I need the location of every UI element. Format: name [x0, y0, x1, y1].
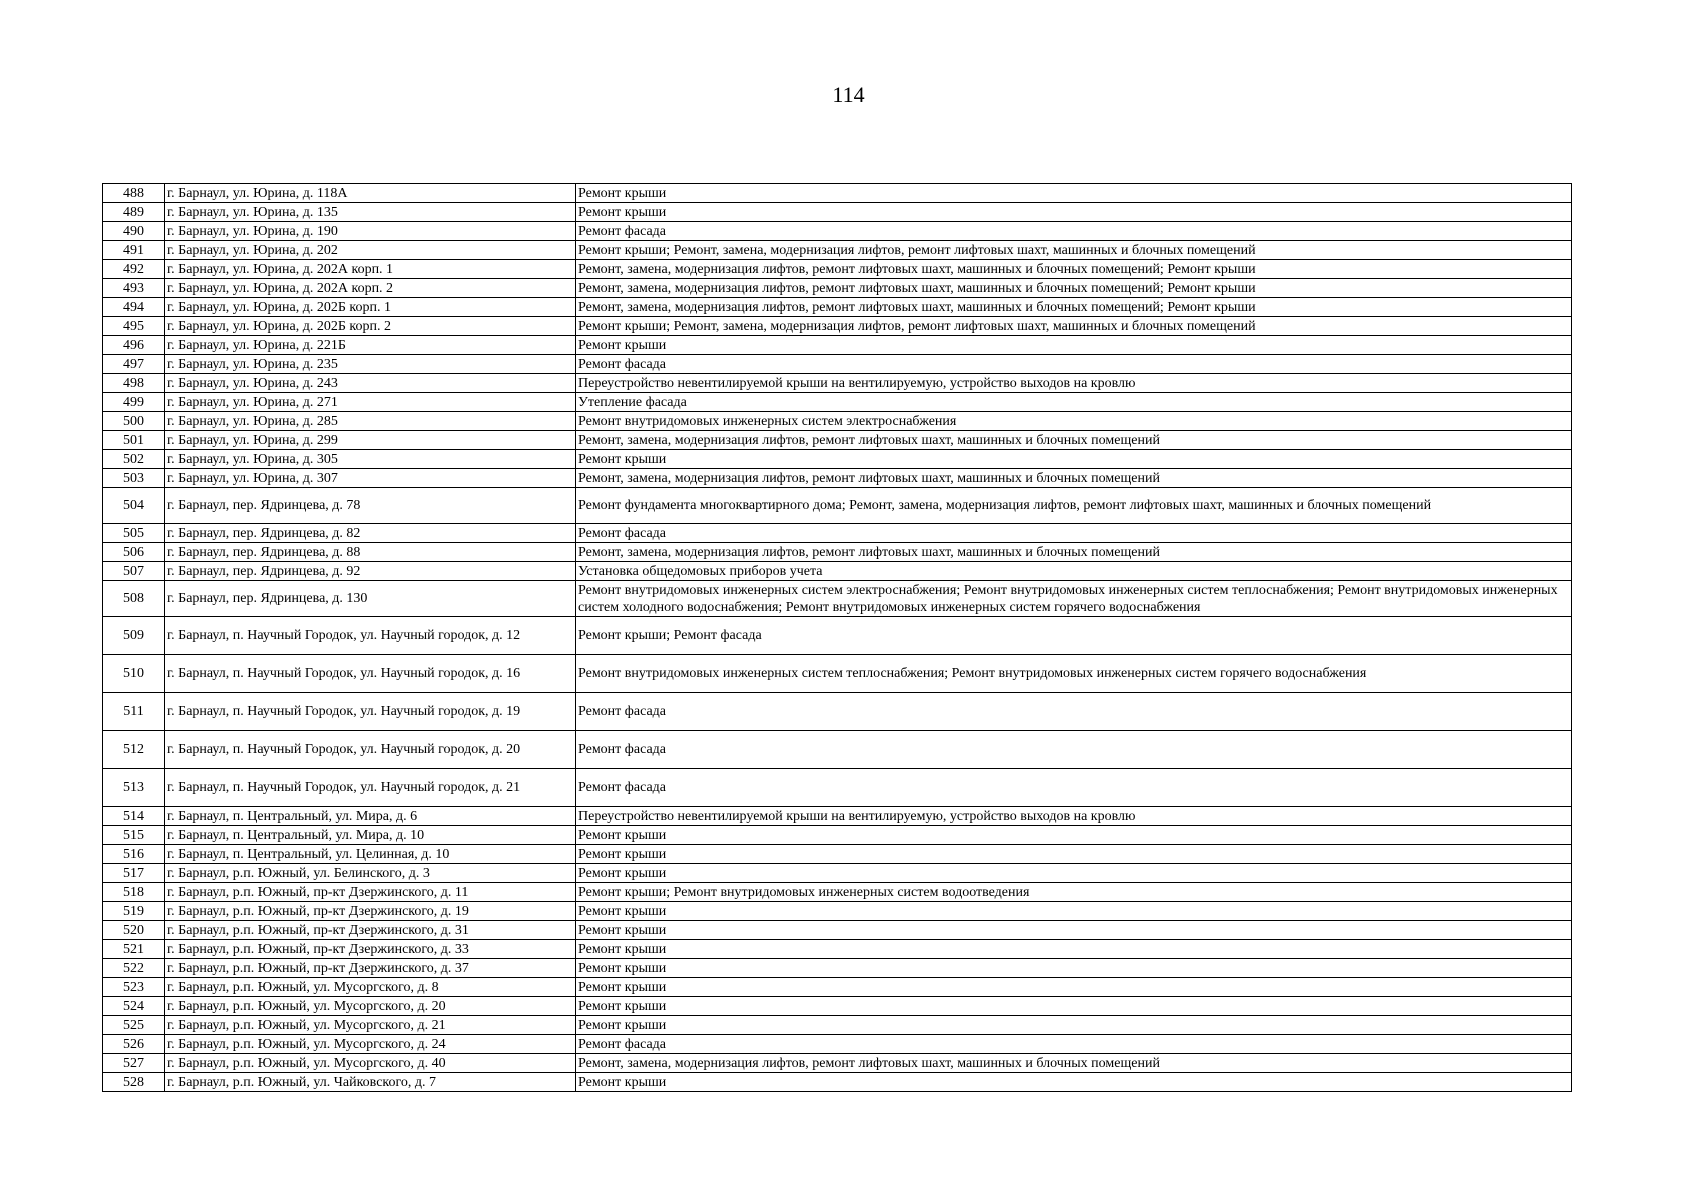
- table-row: [103, 902, 1572, 921]
- table-row: [103, 883, 1572, 902]
- work-type-cell: Ремонт крыши; Ремонт, замена, модернизация лифтов, ремонт лифтовых шахт, машинных и блочных помещений: [576, 317, 1572, 336]
- work-type-cell: Ремонт крыши; Ремонт внутридомовых инженерных систем водоотведения: [576, 883, 1572, 902]
- row-number-cell: 501: [103, 431, 165, 450]
- table-row: [103, 997, 1572, 1016]
- row-number-cell: 524: [103, 997, 165, 1016]
- work-type-cell: Ремонт крыши: [576, 940, 1572, 959]
- work-type-cell: Ремонт крыши: [576, 845, 1572, 864]
- table-row: [103, 374, 1572, 393]
- work-type-cell: Ремонт, замена, модернизация лифтов, ремонт лифтовых шахт, машинных и блочных помещений: [576, 1054, 1572, 1073]
- work-type-cell: Ремонт крыши; Ремонт фасада: [576, 617, 1572, 655]
- work-type-cell: Ремонт крыши: [576, 978, 1572, 997]
- address-cell: г. Барнаул, п. Научный Городок, ул. Научный городок, д. 16: [165, 655, 576, 693]
- table-row: [103, 864, 1572, 883]
- row-number-cell: 494: [103, 298, 165, 317]
- table-row: [103, 655, 1572, 693]
- work-type-cell: Ремонт, замена, модернизация лифтов, ремонт лифтовых шахт, машинных и блочных помещений: [576, 469, 1572, 488]
- address-cell: г. Барнаул, р.п. Южный, ул. Мусоргского, д. 40: [165, 1054, 576, 1073]
- row-number-cell: 512: [103, 731, 165, 769]
- work-type-cell: Ремонт фасада: [576, 769, 1572, 807]
- work-type-cell: Ремонт крыши: [576, 184, 1572, 203]
- work-type-cell: Ремонт крыши: [576, 336, 1572, 355]
- address-cell: г. Барнаул, ул. Юрина, д. 202Б корп. 1: [165, 298, 576, 317]
- row-number-cell: 507: [103, 562, 165, 581]
- table-row: [103, 431, 1572, 450]
- row-number-cell: 509: [103, 617, 165, 655]
- row-number-cell: 518: [103, 883, 165, 902]
- row-number-cell: 504: [103, 488, 165, 524]
- row-number-cell: 514: [103, 807, 165, 826]
- table-row: [103, 317, 1572, 336]
- table-row: [103, 1035, 1572, 1054]
- row-number-cell: 522: [103, 959, 165, 978]
- table-row: [103, 393, 1572, 412]
- work-type-cell: Ремонт фасада: [576, 222, 1572, 241]
- table-row: [103, 336, 1572, 355]
- table-row: [103, 978, 1572, 997]
- table-row: [103, 543, 1572, 562]
- work-type-cell: Ремонт крыши: [576, 864, 1572, 883]
- address-cell: г. Барнаул, ул. Юрина, д. 299: [165, 431, 576, 450]
- row-number-cell: 520: [103, 921, 165, 940]
- row-number-cell: 521: [103, 940, 165, 959]
- address-cell: г. Барнаул, п. Центральный, ул. Мира, д. 10: [165, 826, 576, 845]
- address-cell: г. Барнаул, ул. Юрина, д. 135: [165, 203, 576, 222]
- row-number-cell: 502: [103, 450, 165, 469]
- row-number-cell: 491: [103, 241, 165, 260]
- table-row: [103, 769, 1572, 807]
- address-cell: г. Барнаул, ул. Юрина, д. 307: [165, 469, 576, 488]
- row-number-cell: 500: [103, 412, 165, 431]
- row-number-cell: 493: [103, 279, 165, 298]
- table-row: [103, 203, 1572, 222]
- row-number-cell: 498: [103, 374, 165, 393]
- table-row: [103, 826, 1572, 845]
- work-type-cell: Переустройство невентилируемой крыши на вентилируемую, устройство выходов на кровлю: [576, 374, 1572, 393]
- row-number-cell: 513: [103, 769, 165, 807]
- work-type-cell: Ремонт фундамента многоквартирного дома; Ремонт, замена, модернизация лифтов, ремонт лифтовых шахт, машинных и блочных помещений: [576, 488, 1572, 524]
- address-cell: г. Барнаул, ул. Юрина, д. 235: [165, 355, 576, 374]
- table-row: [103, 260, 1572, 279]
- address-cell: г. Барнаул, р.п. Южный, ул. Белинского, д. 3: [165, 864, 576, 883]
- address-cell: г. Барнаул, пер. Ядринцева, д. 88: [165, 543, 576, 562]
- row-number-cell: 490: [103, 222, 165, 241]
- row-number-cell: 510: [103, 655, 165, 693]
- work-type-cell: Ремонт крыши; Ремонт, замена, модернизация лифтов, ремонт лифтовых шахт, машинных и блочных помещений: [576, 241, 1572, 260]
- address-cell: г. Барнаул, ул. Юрина, д. 202Б корп. 2: [165, 317, 576, 336]
- address-cell: г. Барнаул, ул. Юрина, д. 202А корп. 2: [165, 279, 576, 298]
- work-type-cell: Ремонт внутридомовых инженерных систем электроснабжения: [576, 412, 1572, 431]
- work-type-cell: Ремонт крыши: [576, 997, 1572, 1016]
- work-type-cell: Установка общедомовых приборов учета: [576, 562, 1572, 581]
- table-row: [103, 488, 1572, 524]
- row-number-cell: 517: [103, 864, 165, 883]
- address-cell: г. Барнаул, ул. Юрина, д. 221Б: [165, 336, 576, 355]
- table-row: [103, 581, 1572, 617]
- row-number-cell: 527: [103, 1054, 165, 1073]
- address-cell: г. Барнаул, пер. Ядринцева, д. 130: [165, 581, 576, 617]
- table-row: [103, 469, 1572, 488]
- row-number-cell: 516: [103, 845, 165, 864]
- work-type-cell: Ремонт, замена, модернизация лифтов, ремонт лифтовых шахт, машинных и блочных помещений: [576, 543, 1572, 562]
- address-cell: г. Барнаул, р.п. Южный, ул. Мусоргского, д. 20: [165, 997, 576, 1016]
- table-row: [103, 1016, 1572, 1035]
- table-row: [103, 298, 1572, 317]
- row-number-cell: 511: [103, 693, 165, 731]
- work-type-cell: Переустройство невентилируемой крыши на вентилируемую, устройство выходов на кровлю: [576, 807, 1572, 826]
- address-cell: г. Барнаул, п. Научный Городок, ул. Научный городок, д. 20: [165, 731, 576, 769]
- row-number-cell: 489: [103, 203, 165, 222]
- table-row: [103, 279, 1572, 298]
- work-type-cell: Утепление фасада: [576, 393, 1572, 412]
- address-cell: г. Барнаул, р.п. Южный, пр-кт Дзержинского, д. 33: [165, 940, 576, 959]
- table-row: [103, 693, 1572, 731]
- work-type-cell: Ремонт крыши: [576, 826, 1572, 845]
- row-number-cell: 499: [103, 393, 165, 412]
- work-type-cell: Ремонт крыши: [576, 902, 1572, 921]
- table-row: [103, 731, 1572, 769]
- row-number-cell: 503: [103, 469, 165, 488]
- row-number-cell: 497: [103, 355, 165, 374]
- table-row: [103, 921, 1572, 940]
- work-type-cell: Ремонт внутридомовых инженерных систем теплоснабжения; Ремонт внутридомовых инженерных систем горячего водоснабжения: [576, 655, 1572, 693]
- table-row: [103, 412, 1572, 431]
- table-row: [103, 959, 1572, 978]
- address-cell: г. Барнаул, р.п. Южный, пр-кт Дзержинского, д. 11: [165, 883, 576, 902]
- address-cell: г. Барнаул, р.п. Южный, ул. Мусоргского, д. 21: [165, 1016, 576, 1035]
- address-cell: г. Барнаул, ул. Юрина, д. 202А корп. 1: [165, 260, 576, 279]
- table-row: [103, 1073, 1572, 1092]
- address-cell: г. Барнаул, п. Научный Городок, ул. Научный городок, д. 21: [165, 769, 576, 807]
- address-cell: г. Барнаул, р.п. Южный, ул. Мусоргского, д. 8: [165, 978, 576, 997]
- table-row: [103, 355, 1572, 374]
- address-cell: г. Барнаул, пер. Ядринцева, д. 78: [165, 488, 576, 524]
- table-row: [103, 617, 1572, 655]
- address-cell: г. Барнаул, р.п. Южный, пр-кт Дзержинского, д. 31: [165, 921, 576, 940]
- address-cell: г. Барнаул, ул. Юрина, д. 271: [165, 393, 576, 412]
- address-cell: г. Барнаул, п. Научный Городок, ул. Научный городок, д. 19: [165, 693, 576, 731]
- page-number: 114: [832, 82, 865, 107]
- row-number-cell: 515: [103, 826, 165, 845]
- table-row: [103, 450, 1572, 469]
- address-cell: г. Барнаул, ул. Юрина, д. 285: [165, 412, 576, 431]
- work-type-cell: Ремонт крыши: [576, 1016, 1572, 1035]
- row-number-cell: 488: [103, 184, 165, 203]
- table-row: [103, 222, 1572, 241]
- row-number-cell: 495: [103, 317, 165, 336]
- row-number-cell: 525: [103, 1016, 165, 1035]
- work-type-cell: Ремонт фасада: [576, 731, 1572, 769]
- work-type-cell: Ремонт фасада: [576, 355, 1572, 374]
- table-row: [103, 940, 1572, 959]
- address-cell: г. Барнаул, ул. Юрина, д. 202: [165, 241, 576, 260]
- address-cell: г. Барнаул, п. Научный Городок, ул. Научный городок, д. 12: [165, 617, 576, 655]
- address-cell: г. Барнаул, ул. Юрина, д. 190: [165, 222, 576, 241]
- address-cell: г. Барнаул, ул. Юрина, д. 243: [165, 374, 576, 393]
- table-row: [103, 807, 1572, 826]
- table-row: [103, 524, 1572, 543]
- address-cell: г. Барнаул, р.п. Южный, ул. Чайковского, д. 7: [165, 1073, 576, 1092]
- row-number-cell: 528: [103, 1073, 165, 1092]
- work-type-cell: Ремонт фасада: [576, 693, 1572, 731]
- address-cell: г. Барнаул, п. Центральный, ул. Целинная, д. 10: [165, 845, 576, 864]
- address-cell: г. Барнаул, п. Центральный, ул. Мира, д. 6: [165, 807, 576, 826]
- table-row: [103, 562, 1572, 581]
- address-cell: г. Барнаул, р.п. Южный, пр-кт Дзержинского, д. 37: [165, 959, 576, 978]
- row-number-cell: 519: [103, 902, 165, 921]
- work-type-cell: Ремонт, замена, модернизация лифтов, ремонт лифтовых шахт, машинных и блочных помещений; Ремонт крыши: [576, 298, 1572, 317]
- work-type-cell: Ремонт крыши: [576, 921, 1572, 940]
- address-cell: г. Барнаул, пер. Ядринцева, д. 82: [165, 524, 576, 543]
- address-cell: г. Барнаул, ул. Юрина, д. 118А: [165, 184, 576, 203]
- registry-table-body: [103, 184, 1572, 1092]
- work-type-cell: Ремонт внутридомовых инженерных систем электроснабжения; Ремонт внутридомовых инженерных систем теплоснабжения; Ремонт внутридомовых инженерных систем холодного водоснабжения; Ремонт внутридомовых инженерных систем горячего водоснабжения: [576, 581, 1572, 617]
- address-cell: г. Барнаул, пер. Ядринцева, д. 92: [165, 562, 576, 581]
- work-type-cell: Ремонт крыши: [576, 450, 1572, 469]
- work-type-cell: Ремонт крыши: [576, 959, 1572, 978]
- work-type-cell: Ремонт фасада: [576, 1035, 1572, 1054]
- row-number-cell: 506: [103, 543, 165, 562]
- work-type-cell: Ремонт, замена, модернизация лифтов, ремонт лифтовых шахт, машинных и блочных помещений: [576, 431, 1572, 450]
- row-number-cell: 492: [103, 260, 165, 279]
- repair-registry-table: [102, 183, 1572, 1092]
- row-number-cell: 526: [103, 1035, 165, 1054]
- row-number-cell: 523: [103, 978, 165, 997]
- work-type-cell: Ремонт крыши: [576, 203, 1572, 222]
- work-type-cell: Ремонт крыши: [576, 1073, 1572, 1092]
- table-row: [103, 184, 1572, 203]
- row-number-cell: 496: [103, 336, 165, 355]
- row-number-cell: 508: [103, 581, 165, 617]
- table-row: [103, 1054, 1572, 1073]
- table-row: [103, 241, 1572, 260]
- address-cell: г. Барнаул, ул. Юрина, д. 305: [165, 450, 576, 469]
- address-cell: г. Барнаул, р.п. Южный, ул. Мусоргского, д. 24: [165, 1035, 576, 1054]
- work-type-cell: Ремонт фасада: [576, 524, 1572, 543]
- address-cell: г. Барнаул, р.п. Южный, пр-кт Дзержинского, д. 19: [165, 902, 576, 921]
- row-number-cell: 505: [103, 524, 165, 543]
- table-row: [103, 845, 1572, 864]
- work-type-cell: Ремонт, замена, модернизация лифтов, ремонт лифтовых шахт, машинных и блочных помещений; Ремонт крыши: [576, 279, 1572, 298]
- work-type-cell: Ремонт, замена, модернизация лифтов, ремонт лифтовых шахт, машинных и блочных помещений; Ремонт крыши: [576, 260, 1572, 279]
